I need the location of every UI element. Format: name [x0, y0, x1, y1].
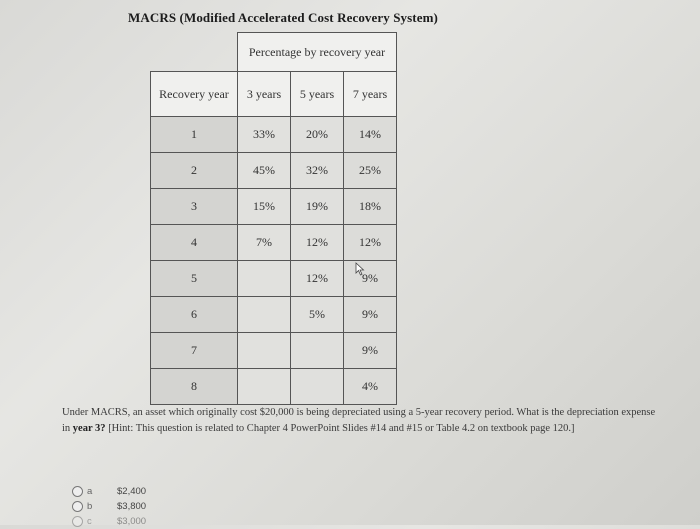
- option-a-letter: a: [87, 486, 93, 497]
- question-text: [62, 405, 662, 437]
- cell-year: 8: [151, 369, 238, 405]
- col-header-5yr: 5 years: [291, 72, 344, 117]
- cell-3yr: 15%: [238, 189, 291, 225]
- answer-options: [72, 484, 146, 529]
- radio-c[interactable]: [72, 516, 83, 527]
- mouse-cursor-icon: [355, 262, 365, 276]
- option-a[interactable]: [72, 484, 146, 499]
- table-row: [151, 297, 397, 333]
- cell-7yr: 25%: [344, 153, 397, 189]
- cell-year: 2: [151, 153, 238, 189]
- option-b-letter: b: [87, 501, 93, 512]
- option-c[interactable]: [72, 514, 146, 529]
- cell-7yr: 9%: [344, 261, 397, 297]
- cell-5yr: 5%: [291, 297, 344, 333]
- radio-a[interactable]: [72, 486, 83, 497]
- cell-year: 1: [151, 117, 238, 153]
- cell-7yr: 14%: [344, 117, 397, 153]
- group-header: Percentage by recovery year: [238, 33, 397, 72]
- option-b-value: $3,800: [117, 501, 147, 512]
- option-c-letter: c: [87, 516, 92, 527]
- row-header: Recovery year: [151, 72, 238, 117]
- table-row: [151, 225, 397, 261]
- cell-7yr: 9%: [344, 297, 397, 333]
- cell-5yr: 20%: [291, 117, 344, 153]
- cell-3yr: 7%: [238, 225, 291, 261]
- cell-year: 7: [151, 333, 238, 369]
- question-bold: year 3?: [72, 423, 106, 434]
- cell-5yr: 12%: [291, 261, 344, 297]
- table-row: [151, 333, 397, 369]
- option-b[interactable]: [72, 499, 146, 514]
- macrs-table: [150, 32, 397, 405]
- cell-5yr: [291, 369, 344, 405]
- cell-3yr: [238, 369, 291, 405]
- cell-year: 5: [151, 261, 238, 297]
- cell-3yr: [238, 297, 291, 333]
- cell-5yr: 19%: [291, 189, 344, 225]
- macrs-table-container: [150, 32, 397, 405]
- cell-5yr: [291, 333, 344, 369]
- question-post: [Hint: This question is related to Chapter 4 PowerPoint Slides #14 and #15 or Table 4.2 on textbook page 120.]: [105, 423, 575, 434]
- table-row: [151, 189, 397, 225]
- cell-7yr: 18%: [344, 189, 397, 225]
- cell-year: 6: [151, 297, 238, 333]
- table-row: [151, 117, 397, 153]
- cell-3yr: [238, 261, 291, 297]
- option-a-value: $2,400: [117, 486, 147, 497]
- table-row: [151, 369, 397, 405]
- cell-year: 3: [151, 189, 238, 225]
- col-header-7yr: 7 years: [344, 72, 397, 117]
- cell-7yr: 12%: [344, 225, 397, 261]
- cell-7yr: 4%: [344, 369, 397, 405]
- page-title: MACRS (Modified Accelerated Cost Recovery System): [128, 10, 438, 25]
- cell-year: 4: [151, 225, 238, 261]
- col-header-3yr: 3 years: [238, 72, 291, 117]
- radio-b[interactable]: [72, 501, 83, 512]
- cell-3yr: 33%: [238, 117, 291, 153]
- table-corner: [151, 33, 238, 72]
- cell-3yr: [238, 333, 291, 369]
- option-c-value: $3,000: [117, 516, 147, 527]
- question-pre: Under MACRS, an asset which originally cost $20,000 is being depreciated using a 5-year recovery period. What is the depreciation expense in: [62, 407, 656, 434]
- cell-5yr: 12%: [291, 225, 344, 261]
- cell-3yr: 45%: [238, 153, 291, 189]
- table-row: [151, 153, 397, 189]
- cell-5yr: 32%: [291, 153, 344, 189]
- cell-7yr: 9%: [344, 333, 397, 369]
